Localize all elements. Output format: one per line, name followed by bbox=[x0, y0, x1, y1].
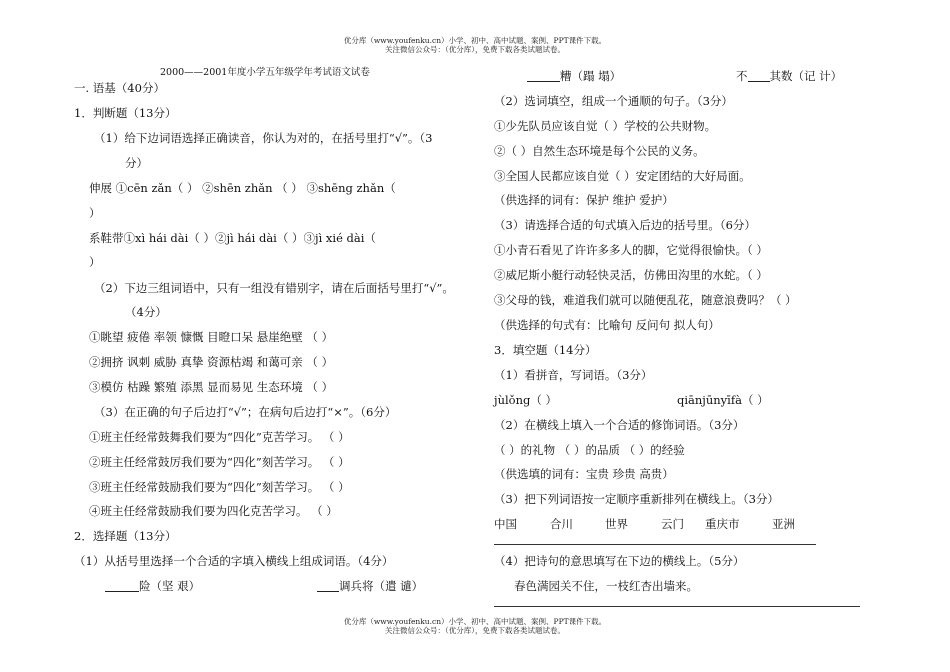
fill-item-1 bbox=[105, 579, 200, 593]
sentence-2: ②班主任经常鼓厉我们要为“四化”刻苦学习。 （ ） bbox=[89, 455, 350, 469]
fill-blank-3[interactable] bbox=[527, 70, 560, 82]
place-word: 云门 bbox=[661, 517, 684, 531]
sentence-type-2: ②威尼斯小艇行动轻快灵活，仿佛田沟里的水蛇。（ ） bbox=[494, 268, 768, 282]
exam-title: 2000——2001年度小学五年级学年考试语文试卷 bbox=[160, 67, 370, 78]
place-word: 世界 bbox=[605, 517, 628, 531]
place-word: 亚洲 bbox=[772, 517, 795, 531]
question-1-2-prompt: （2）下边三组词语中，只有一组没有错别字，请在后面括号里打“√”。 bbox=[94, 281, 454, 295]
fill-item-3 bbox=[527, 69, 621, 83]
question-3-1-prompt: （1）看拼音，写词语。（3分） bbox=[494, 368, 653, 382]
word-choices-3: （供选填的词有：宝贵 珍贵 高贵） bbox=[494, 467, 674, 481]
place-word: 中国 bbox=[494, 517, 517, 531]
answer-line-poem[interactable] bbox=[494, 606, 860, 607]
fill-item-1-text: 险（坚 艰） bbox=[139, 579, 201, 593]
question-2-heading: 2．选择题（13分） bbox=[74, 529, 177, 543]
fill-blank-2[interactable] bbox=[317, 580, 339, 592]
poem-line: 春色满园关不住，一枝红杏出墙来。 bbox=[514, 579, 698, 593]
question-1-3-prompt: （3）在正确的句子后边打“√”；在病句后边打“×”。（6分） bbox=[94, 405, 397, 419]
fill-item-4 bbox=[736, 69, 842, 83]
question-1-heading: 1．判断题（13分） bbox=[74, 106, 177, 120]
pinyin-row-1: 伸展 ①cēn zǎn（ ） ②shēn zhǎn （ ） ③shēng zhǎn（ bbox=[89, 181, 396, 195]
fill-item-2-text: 调兵将（遣 谴） bbox=[339, 579, 424, 593]
fill-item-2 bbox=[317, 579, 423, 593]
header-line-2: 关注微信公众号：（优分库），免费下载各类试题试卷。 bbox=[385, 45, 565, 54]
modifier-row: （ ）的礼物 （ ）的品质 （ ）的经验 bbox=[494, 443, 685, 457]
question-2-3-prompt: （3）请选择合适的句式填入后边的括号里。（6分） bbox=[494, 218, 756, 232]
header-line-1: 优分库（www.youfenku.cn）小学、初中、高中试题、案例、PPT课件下载。 bbox=[343, 36, 607, 45]
word-choices-1: （供选择的词有：保护 维护 爱护） bbox=[494, 193, 674, 207]
pinyin-row-1-close: ） bbox=[89, 206, 101, 220]
pinyin-row-2: 系鞋带①xì hái dài（ ）②jì hái dài（ ）③jì xié dài（ bbox=[89, 231, 376, 245]
sentence-4: ④班主任经常鼓励我们要为四化克苦学习。 （ ） bbox=[89, 504, 338, 518]
question-2-1-prompt: （1）从括号里选择一个合适的字填入横线上组成词语。（4分） bbox=[74, 554, 394, 568]
sentence-type-1: ①小青石看见了许许多多人的脚，它觉得很愉快。（ ） bbox=[494, 243, 768, 257]
question-1-1-points: 分） bbox=[125, 156, 148, 170]
answer-line-order[interactable] bbox=[494, 544, 816, 545]
place-word: 重庆市 bbox=[705, 517, 740, 531]
choice-sentence-1: ①少先队员应该自觉（ ）学校的公共财物。 bbox=[494, 119, 717, 133]
question-3-3-prompt: （3）把下列词语按一定顺序重新排列在横线上。（3分） bbox=[494, 492, 779, 506]
question-1-2-points: （4分） bbox=[125, 305, 167, 319]
pinyin-row-2-close: ） bbox=[89, 255, 101, 269]
sentence-type-3: ③父母的钱，难道我们就可以随便乱花，随意浪费吗？（ ） bbox=[494, 293, 797, 307]
fill-blank-1[interactable] bbox=[105, 580, 139, 592]
choice-sentence-2: ②（ ）自然生态环境是每个公民的义务。 bbox=[494, 144, 705, 158]
pinyin-word-1: jùlǒng（ ） bbox=[494, 393, 557, 407]
word-group-2: ②拥挤 讽刺 威胁 真挚 资源枯竭 和蔼可亲 （ ） bbox=[89, 355, 334, 369]
question-1-1-prompt: （1）给下边词语选择正确读音，你认为对的，在括号里打“√”。（3 bbox=[94, 131, 433, 145]
choice-sentence-3: ③全国人民都应该自觉（ ）安定团结的大好局面。 bbox=[494, 169, 751, 183]
footer-line-2: 关注微信公众号：（优分库），免费下载各类试题试卷。 bbox=[385, 626, 565, 635]
fill-item-4-text: 其数（记 计） bbox=[769, 69, 843, 83]
sentence-3: ③班主任经常鼓励我们要为“四化”刻苦学习。 （ ） bbox=[89, 480, 350, 494]
pinyin-word-2: qiānjūnyīfà（ ） bbox=[677, 393, 769, 407]
sentence-choices: （供选择的句式有：比喻句 反问句 拟人句） bbox=[494, 318, 720, 332]
sentence-1: ①班主任经常鼓舞我们要为“四化”克苦学习。 （ ） bbox=[89, 430, 350, 444]
question-3-heading: 3．填空题（14分） bbox=[494, 343, 597, 357]
word-group-3: ③模仿 枯躁 繁殖 添黑 显而易见 生态环境 （ ） bbox=[89, 380, 334, 394]
fill-item-3-text: 糟（蹋 塌） bbox=[560, 69, 622, 83]
fill-item-4-prefix: 不 bbox=[736, 69, 748, 83]
question-3-2-prompt: （2）在横线上填入一个合适的修饰词语。（3分） bbox=[494, 418, 745, 432]
question-3-4-prompt: （4）把诗句的意思填写在下边的横线上。（5分） bbox=[494, 554, 745, 568]
footer-line-1: 优分库（www.youfenku.cn）小学、初中、高中试题、案例、PPT课件下载。 bbox=[343, 617, 607, 626]
section-1-heading: 一. 语基（40分） bbox=[74, 81, 165, 95]
place-word: 合川 bbox=[550, 517, 573, 531]
word-group-1: ①眺望 疲倦 率领 慷慨 目瞪口呆 悬崖绝壁 （ ） bbox=[89, 330, 334, 344]
fill-blank-4[interactable] bbox=[748, 70, 770, 82]
question-2-2-prompt: （2）选词填空，组成一个通顺的句子。（3分） bbox=[494, 94, 733, 108]
